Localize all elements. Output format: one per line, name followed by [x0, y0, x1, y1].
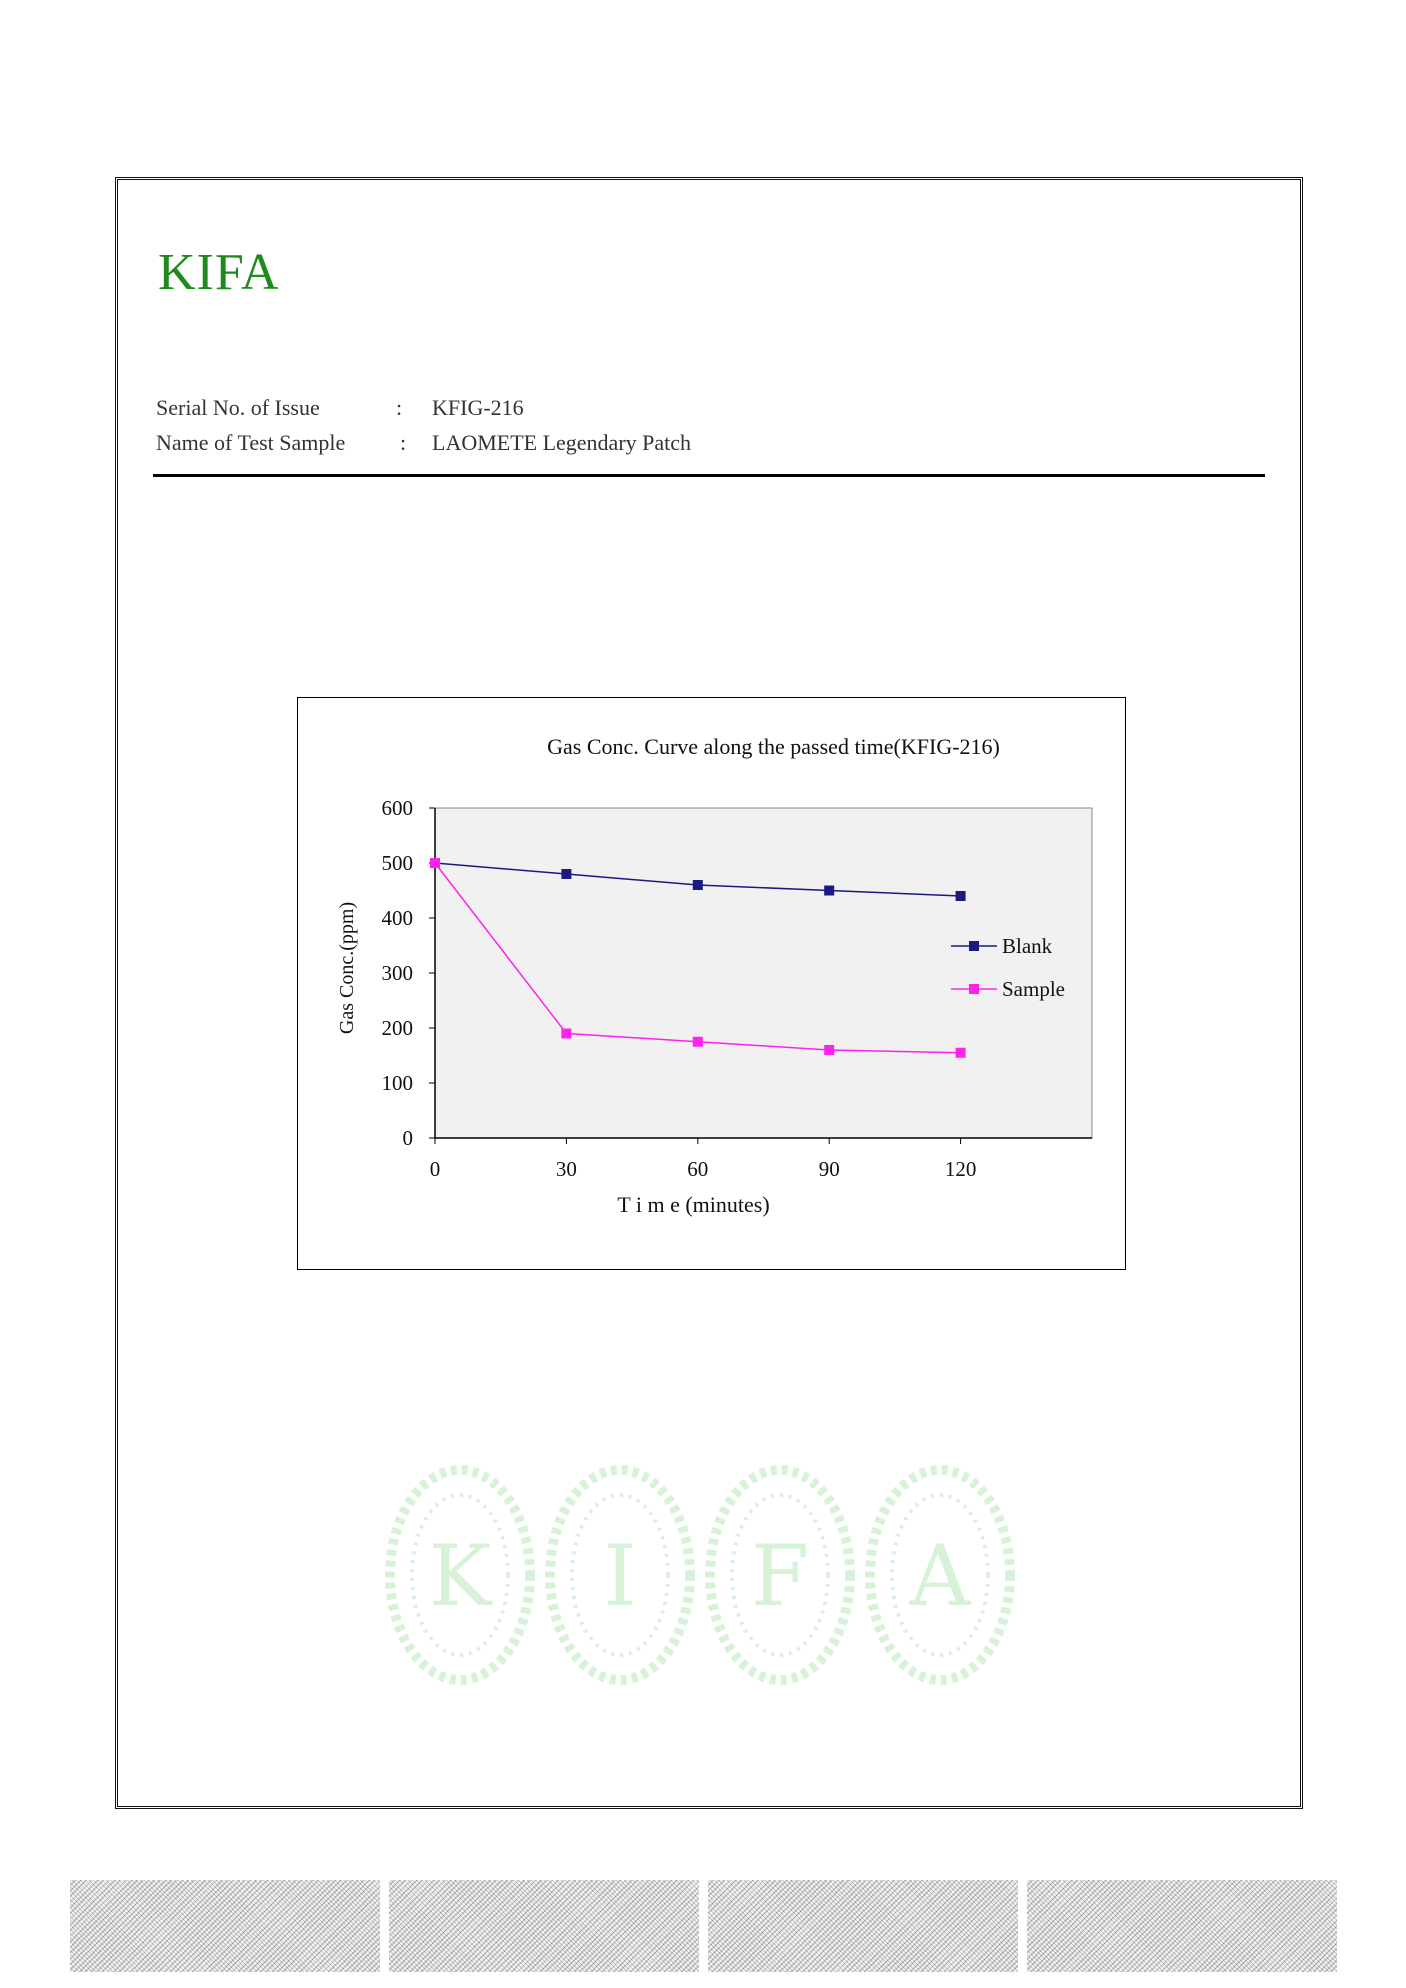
legend-label-blank: Blank	[1002, 934, 1053, 958]
y-tick-label: 0	[402, 1126, 413, 1150]
serial-colon: :	[396, 395, 403, 420]
y-tick-label: 200	[381, 1016, 413, 1040]
y-tick-label: 500	[381, 851, 413, 875]
x-tick-label: 30	[555, 1157, 577, 1181]
y-tick-label: 600	[381, 796, 413, 820]
plot-area	[435, 808, 1092, 1138]
data-point-sample	[824, 1045, 834, 1055]
watermark-medallion	[710, 1470, 850, 1680]
watermark-letter: K	[428, 1527, 492, 1625]
legend-marker-blank	[969, 941, 979, 951]
y-tick-label: 300	[381, 961, 413, 985]
data-point-blank	[824, 886, 834, 896]
kifa-watermark	[385, 1460, 1025, 1690]
chart-svg	[298, 698, 1127, 1271]
kifa-logo: KIFA	[158, 244, 280, 301]
watermark-letter: A	[909, 1527, 971, 1625]
x-tick-label: 60	[687, 1157, 709, 1181]
watermark-letter: I	[603, 1527, 637, 1625]
data-point-sample	[561, 1029, 571, 1039]
x-tick-label: 90	[818, 1157, 840, 1181]
x-tick-label: 120	[944, 1157, 977, 1181]
sample-label: Name of Test Sample	[156, 430, 346, 455]
y-tick-label: 400	[381, 906, 413, 930]
footer-pattern-1	[70, 1880, 380, 1972]
data-point-sample	[693, 1037, 703, 1047]
sample-value: LAOMETE Legendary Patch	[432, 430, 692, 455]
x-tick-label: 0	[429, 1157, 441, 1181]
footer-pattern-4	[1027, 1880, 1337, 1972]
x-axis-label: T i m e (minutes)	[617, 1192, 770, 1217]
data-point-blank	[693, 880, 703, 890]
legend-marker-sample	[969, 984, 979, 994]
gas-concentration-chart	[297, 697, 1126, 1270]
serial-value: KFIG-216	[432, 395, 524, 420]
legend-label-sample: Sample	[1002, 977, 1065, 1001]
watermark-medallion	[390, 1470, 530, 1680]
header-rule	[153, 474, 1265, 477]
y-tick-label: 100	[381, 1071, 413, 1095]
watermark-medallion	[550, 1470, 690, 1680]
data-point-sample	[956, 1048, 966, 1058]
data-point-blank	[561, 869, 571, 879]
chart-title: Gas Conc. Curve along the passed time(KFIG-216)	[547, 734, 1000, 759]
y-axis-label: Gas Conc.(ppm)	[336, 901, 358, 1035]
data-point-sample	[430, 858, 440, 868]
watermark-medallion	[870, 1470, 1010, 1680]
watermark-letter: F	[750, 1527, 810, 1625]
footer-pattern-2	[389, 1880, 699, 1972]
data-point-blank	[956, 891, 966, 901]
footer-pattern-3	[708, 1880, 1018, 1972]
sample-colon: :	[400, 430, 407, 455]
serial-label: Serial No. of Issue	[156, 395, 320, 420]
